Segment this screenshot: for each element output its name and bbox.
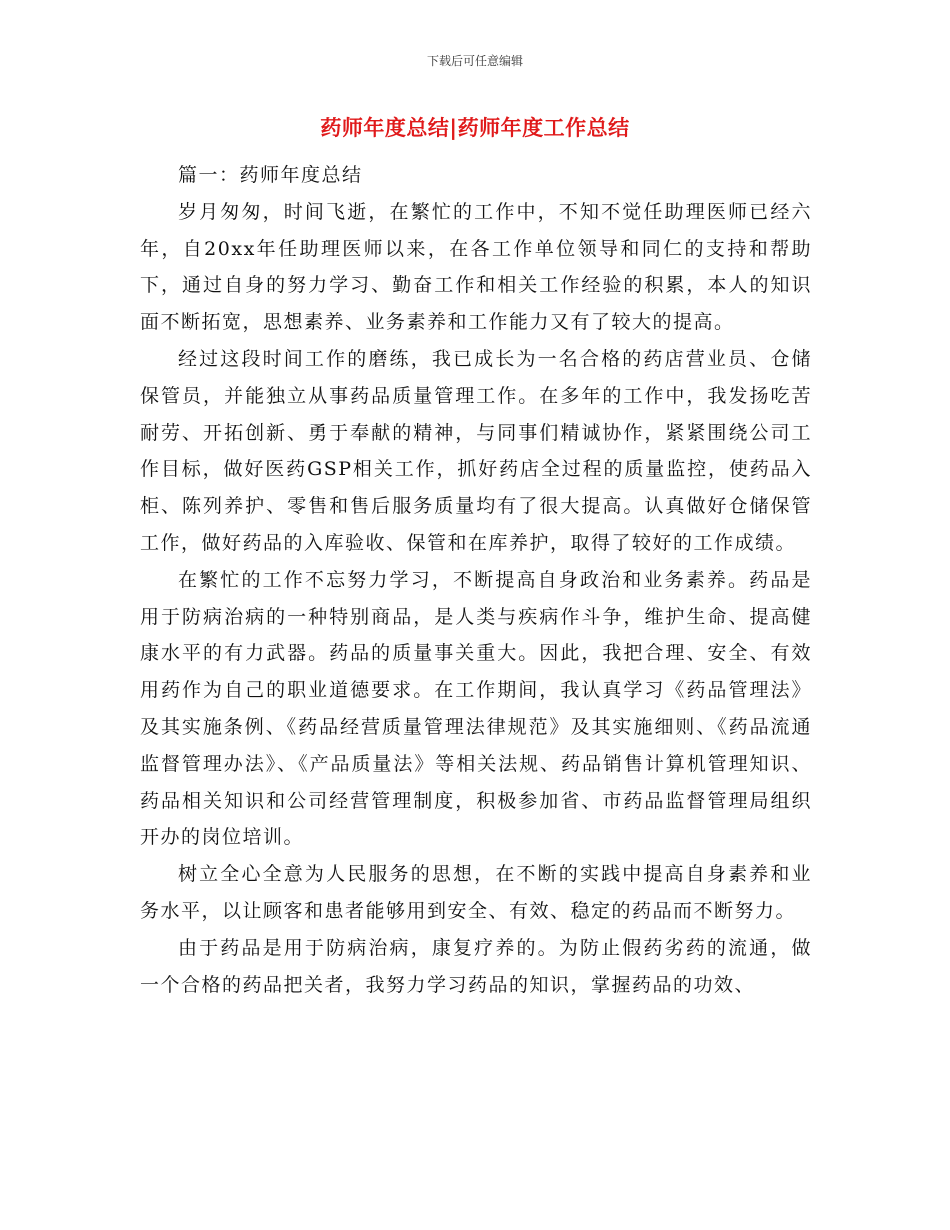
- document-title: 药师年度总结|药师年度工作总结: [320, 116, 630, 140]
- paragraph: 经过这段时间工作的磨练，我已成长为一名合格的药店营业员、仓储保管员，并能独立从事药品质量管理工作。在多年的工作中，我发扬吃苦耐劳、开拓创新、勇于奉献的精神，与同事们精诚协作，紧紧围绕公司工作目标，做好医药GSP相关工作，抓好药店全过程的质量监控，使药品入柜、陈列养护、零售和售后服务质量均有了很大提高。认真做好仓储保管工作，做好药品的入库验收、保管和在库养护，取得了较好的工作成绩。: [140, 347, 812, 554]
- paragraph: 岁月匆匆，时间飞逝，在繁忙的工作中，不知不觉任助理医师已经六年，自20xx年任助理医师以来，在各工作单位领导和同仁的支持和帮助下，通过自身的努力学习、勤奋工作和相关工作经验的积累，本人的知识面不断拓宽，思想素养、业务素养和工作能力又有了较大的提高。: [140, 200, 812, 334]
- paragraph: 树立全心全意为人民服务的思想，在不断的实践中提高自身素养和业务水平，以让顾客和患者能够用到安全、有效、稳定的药品而不断努力。: [140, 863, 812, 922]
- paragraph: 由于药品是用于防病治病，康复疗养的。为防止假药劣药的流通，做一个合格的药品把关者，我努力学习药品的知识，掌握药品的功效、: [140, 936, 812, 996]
- header-note: 下载后可任意编辑: [426, 54, 523, 68]
- document-body: [140, 157, 812, 1003]
- paragraph: 在繁忙的工作不忘努力学习，不断提高自身政治和业务素养。药品是用于防病治病的一种特别商品，是人类与疾病作斗争，维护生命、提高健康水平的有力武器。药品的质量事关重大。因此，我把合理、安全、有效用药作为自己的职业道德要求。在工作期间，我认真学习《药品管理法》及其实施条例、《药品经营质量管理法律规范》及其实施细则、《药品流通监督管理办法》、《产品质量法》等相关法规、药品销售计算机管理知识、药品相关知识和公司经营管理制度，积极参加省、市药品监督管理局组织开办的岗位培训。: [140, 568, 812, 849]
- section-heading: 篇一：药师年度总结: [178, 164, 363, 186]
